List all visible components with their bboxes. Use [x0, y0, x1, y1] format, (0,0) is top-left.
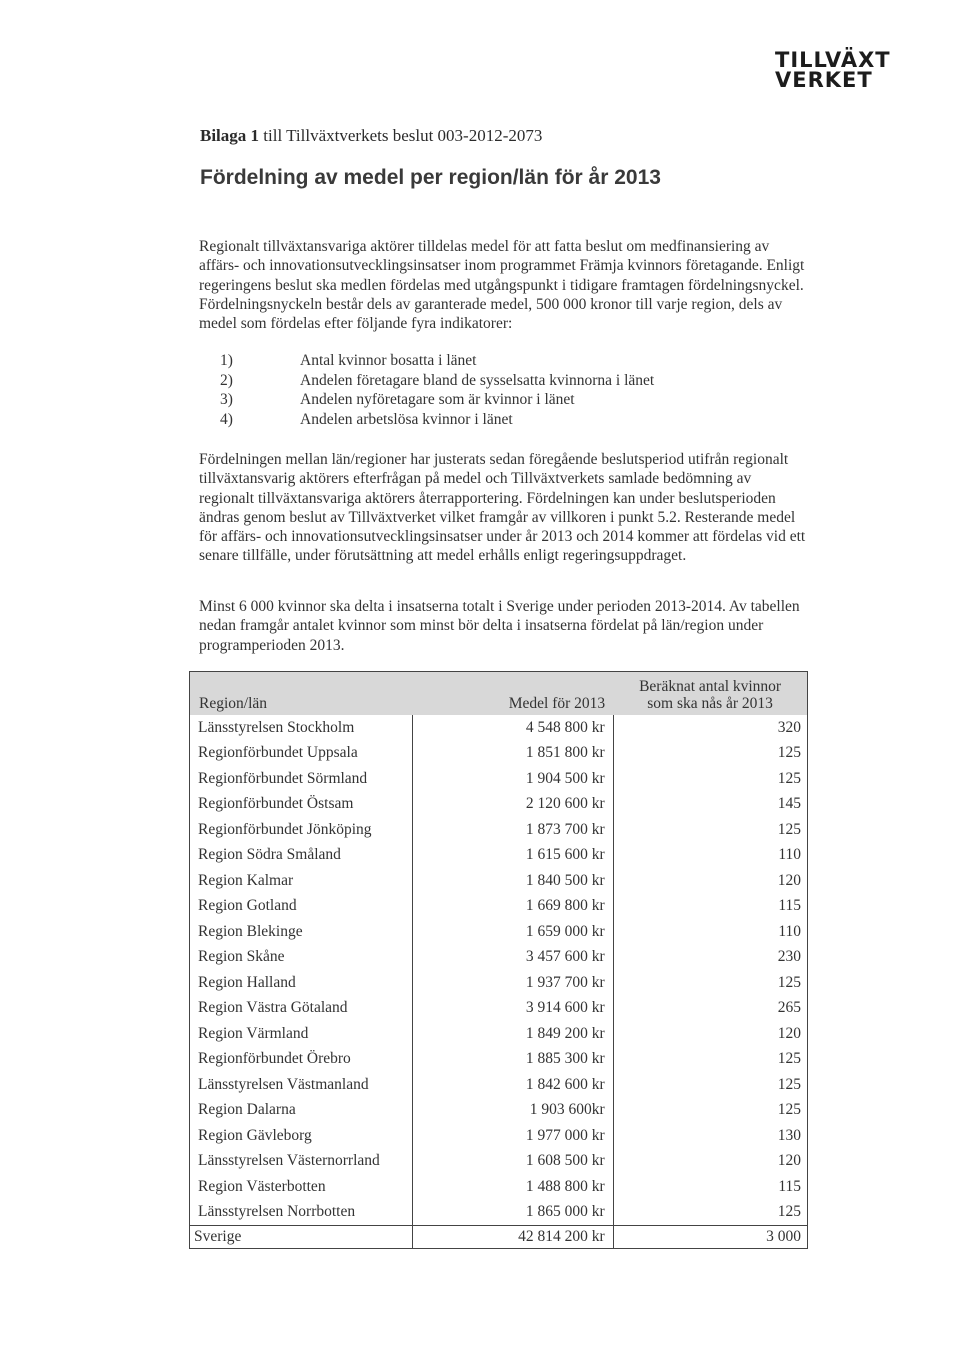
- table-body: [190, 715, 808, 1225]
- indicator-text: Antal kvinnor bosatta i länet: [300, 352, 477, 369]
- cell-antal: 120: [613, 868, 807, 894]
- cell-antal: 125: [613, 1200, 807, 1226]
- table-row: [190, 741, 808, 767]
- table-row: [190, 1021, 808, 1047]
- cell-region: Länsstyrelsen Västernorrland: [190, 1149, 413, 1175]
- indicator-text: Andelen nyföretagare som är kvinnor i länet: [300, 391, 575, 409]
- attachment-reference: [200, 126, 542, 146]
- indicator-text: Andelen arbetslösa kvinnor i länet: [300, 410, 513, 428]
- header-antal-line1: Beräknat antal kvinnor: [639, 678, 782, 695]
- cell-medel: 1 937 700 kr: [412, 970, 613, 996]
- cell-region: Regionförbundet Sörmland: [190, 766, 413, 792]
- cell-medel: 1 904 500 kr: [412, 766, 613, 792]
- cell-antal: 125: [613, 1098, 807, 1124]
- table-row: [190, 945, 808, 971]
- cell-antal: 125: [613, 766, 807, 792]
- indicator-item: [220, 411, 654, 431]
- cell-medel: 3 457 600 kr: [412, 945, 613, 971]
- total-medel: 42 814 200 kr: [412, 1225, 613, 1248]
- cell-antal: 110: [613, 843, 807, 869]
- cell-region: Region Kalmar: [190, 868, 413, 894]
- cell-medel: 1 873 700 kr: [412, 817, 613, 843]
- indicator-item: [220, 391, 654, 411]
- table-row: [190, 970, 808, 996]
- cell-region: Länsstyrelsen Stockholm: [190, 715, 413, 741]
- cell-antal: 125: [613, 1047, 807, 1073]
- cell-region: Region Skåne: [190, 945, 413, 971]
- cell-region: Region Västra Götaland: [190, 996, 413, 1022]
- cell-region: Region Gotland: [190, 894, 413, 920]
- header-medel: Medel för 2013: [412, 672, 613, 716]
- table-row: [190, 1047, 808, 1073]
- table-row: [190, 1123, 808, 1149]
- cell-region: Länsstyrelsen Norrbotten: [190, 1200, 413, 1226]
- cell-medel: 1 488 800 kr: [412, 1174, 613, 1200]
- cell-antal: 230: [613, 945, 807, 971]
- cell-medel: 1 885 300 kr: [412, 1047, 613, 1073]
- cell-antal: 125: [613, 741, 807, 767]
- table-header-row: [190, 672, 808, 716]
- cell-medel: 1 615 600 kr: [412, 843, 613, 869]
- cell-antal: 130: [613, 1123, 807, 1149]
- table-row: [190, 1149, 808, 1175]
- logo-line-2: VERKET: [775, 68, 873, 92]
- cell-medel: 1 659 000 kr: [412, 919, 613, 945]
- cell-antal: 265: [613, 996, 807, 1022]
- cell-medel: 1 669 800 kr: [412, 894, 613, 920]
- logo-line-1: TILLVÄXT: [775, 48, 891, 72]
- tillvaxtverket-logo: [775, 50, 891, 90]
- table-row: [190, 996, 808, 1022]
- cell-antal: 115: [613, 894, 807, 920]
- total-antal: 3 000: [613, 1225, 807, 1248]
- indicator-item: [220, 372, 654, 392]
- table-row: [190, 843, 808, 869]
- indicator-item: [220, 352, 654, 372]
- cell-region: Region Västerbotten: [190, 1174, 413, 1200]
- cell-antal: 125: [613, 970, 807, 996]
- cell-region: Region Södra Småland: [190, 843, 413, 869]
- cell-antal: 120: [613, 1021, 807, 1047]
- cell-medel: 3 914 600 kr: [412, 996, 613, 1022]
- cell-region: Region Blekinge: [190, 919, 413, 945]
- cell-antal: 120: [613, 1149, 807, 1175]
- table-row: [190, 868, 808, 894]
- cell-medel: 1 842 600 kr: [412, 1072, 613, 1098]
- cell-medel: 4 548 800 kr: [412, 715, 613, 741]
- cell-medel: 1 840 500 kr: [412, 868, 613, 894]
- cell-region: Regionförbundet Jönköping: [190, 817, 413, 843]
- cell-antal: 110: [613, 919, 807, 945]
- distribution-paragraph: Fördelningen mellan län/regioner har justerats sedan föregående beslutsperiod utifrån regionalt tillväxtansvarig aktörers efterfrågan på medel och Tillväxtverkets samlade bedömning av regionalt tillväxtansvariga aktörers återrapportering. Fördelningen kan under beslutsperioden ändras genom beslut av Tillväxtverket vilket framgår av villkoren i punkt 5.2. Resterande medel för affärs- och innovationsutvecklingsinsatser under år 2013 och 2014 kommer att fördelas vid ett senare tillfälle, under förutsättning att medel erhålls enligt regeringsuppdraget.: [199, 451, 806, 565]
- indicator-number: 4): [220, 410, 233, 428]
- cell-medel: 1 851 800 kr: [412, 741, 613, 767]
- header-region: Region/län: [190, 672, 413, 716]
- table-row: [190, 817, 808, 843]
- participants-paragraph: Minst 6 000 kvinnor ska delta i insatserna totalt i Sverige under perioden 2013-2014. Av tabellen nedan framgår antalet kvinnor som minst bör delta i insatserna fördelat på län/region under programperioden 2013.: [199, 598, 800, 654]
- indicator-number: 1): [220, 352, 233, 369]
- cell-region: Länsstyrelsen Västmanland: [190, 1072, 413, 1098]
- cell-region: Region Halland: [190, 970, 413, 996]
- cell-medel: 1 903 600kr: [412, 1098, 613, 1124]
- total-region: Sverige: [190, 1225, 413, 1248]
- page-title: Fördelning av medel per region/län för år 2013: [200, 166, 661, 189]
- cell-region: Region Gävleborg: [190, 1123, 413, 1149]
- cell-antal: 115: [613, 1174, 807, 1200]
- table-row: [190, 715, 808, 741]
- indicator-list: [220, 352, 654, 430]
- indicator-number: 3): [220, 391, 233, 409]
- cell-medel: 1 865 000 kr: [412, 1200, 613, 1226]
- table-row: [190, 1200, 808, 1226]
- cell-antal: 145: [613, 792, 807, 818]
- header-antal: [613, 672, 807, 716]
- table-row: [190, 894, 808, 920]
- table-row: [190, 1174, 808, 1200]
- table-row: [190, 792, 808, 818]
- cell-region: Regionförbundet Uppsala: [190, 741, 413, 767]
- table-row: [190, 766, 808, 792]
- allocation-table: [189, 671, 808, 1249]
- indicator-text: Andelen företagare bland de sysselsatta kvinnorna i länet: [300, 371, 655, 389]
- cell-medel: 1 849 200 kr: [412, 1021, 613, 1047]
- cell-region: Region Dalarna: [190, 1098, 413, 1124]
- cell-antal: 125: [613, 817, 807, 843]
- cell-region: Regionförbundet Östsam: [190, 792, 413, 818]
- attachment-label: Bilaga 1: [200, 126, 260, 145]
- attachment-text: till Tillväxtverkets beslut 003-2012-2073: [263, 126, 543, 145]
- cell-region: Regionförbundet Örebro: [190, 1047, 413, 1073]
- cell-medel: 1 977 000 kr: [412, 1123, 613, 1149]
- cell-antal: 125: [613, 1072, 807, 1098]
- intro-paragraph: Regionalt tillväxtansvariga aktörer tilldelas medel för att fatta beslut om medfinansiering av affärs- och innovationsutvecklingsinsatser inom programmet Främja kvinnors företagande. Enligt regeringens beslut ska medlen fördelas med utgångspunkt i tidigare framtagen fördelningsnyckel. Fördelningsnyckeln består dels av garanterade medel, 500 000 kronor till varje region, dels av medel som fördelas efter följande fyra indikatorer:: [199, 238, 805, 333]
- cell-antal: 320: [613, 715, 807, 741]
- header-antal-line2: som ska nås år 2013: [647, 695, 773, 712]
- indicator-number: 2): [220, 371, 233, 389]
- table-row: [190, 919, 808, 945]
- cell-medel: 1 608 500 kr: [412, 1149, 613, 1175]
- cell-medel: 2 120 600 kr: [412, 792, 613, 818]
- table-row: [190, 1072, 808, 1098]
- cell-region: Region Värmland: [190, 1021, 413, 1047]
- table-row: [190, 1098, 808, 1124]
- total-row: [190, 1225, 808, 1248]
